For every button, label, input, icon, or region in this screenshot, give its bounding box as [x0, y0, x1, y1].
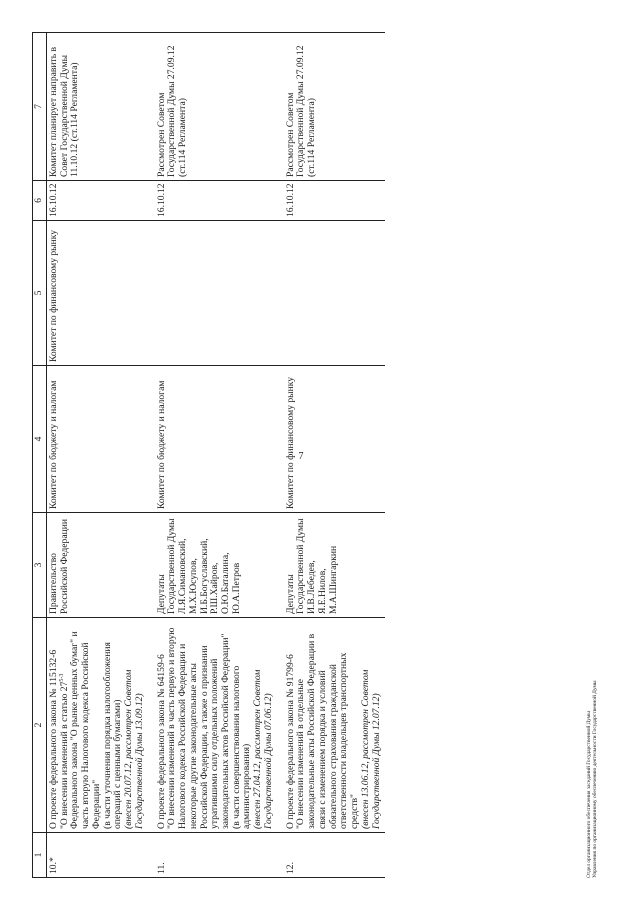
table-row [284, 33, 386, 878]
bill-title: О проекте федерального закона № 115132-6 [48, 649, 59, 829]
header-cell: 5 [33, 221, 47, 366]
bill-title: О проекте федерального закона № 64159-6 [155, 654, 167, 829]
date: 16.10.12 [284, 181, 386, 221]
row-number: 10.* [47, 833, 149, 878]
co-executor-committee: Комитет по финансовому рынку [47, 221, 149, 366]
bill-body: "О внесении изменений в отдельные законодательные акты Российской Федерации в связи с изменением порядка и условий обязательного страхования гражданской ответственности владельцев транспортных средств" [295, 633, 361, 829]
bill-description [47, 618, 149, 833]
document-footer [586, 558, 598, 878]
responsible-committee: Комитет по бюджету и налогам [155, 366, 278, 513]
header-cell: 6 [33, 181, 47, 221]
agenda-table [32, 32, 385, 878]
bill-body: "О внесении изменений в статью 27 [58, 681, 70, 829]
bill-description [284, 618, 386, 833]
bill-description [155, 618, 278, 833]
footer-line: Отдел организационного обеспечения заседаний Государственной Думы [586, 711, 592, 878]
table-row [155, 33, 278, 878]
row-number: 11. [155, 833, 278, 878]
date: 16.10.12 [47, 181, 149, 221]
co-executor-committee [155, 221, 278, 366]
header-cell: 4 [33, 366, 47, 513]
bill-submission-info: (внесен 13.06.12, рассмотрен Советом Государственной Думы 12.07.12) [359, 669, 382, 829]
responsible-committee: Комитет по бюджету и налогам [47, 366, 149, 513]
header-cell: 2 [33, 618, 47, 833]
header-cell: 1 [33, 833, 47, 878]
rotated-table-container [32, 33, 522, 878]
table-header-row [33, 33, 47, 878]
co-executor-committee [284, 221, 386, 366]
status: Рассмотрен Советом Государственной Думы 27.09.12 (ст.114 Регламента) [284, 33, 386, 181]
bill-body: "О внесении изменений в часть первую и вторую Налогового кодекса Российской Федерации и некоторые другие законодательные акты Российской Федерации, а также о признании утратившими силу отдельных положений законодательных актов Российской Федерации" [166, 627, 232, 829]
article-superscript: 5-3 [58, 673, 65, 682]
initiator: Правительство Российской Федерации [47, 513, 149, 618]
status: Комитет планирует направить в Совет Государственной Думы 11.10.12 (ст.114 Регламента) [47, 33, 149, 181]
initiator: Депутаты Государственной Думы Л.Я.Симановский, М.Х.Юсупов, И.Б.Богуславский, Р.Ш.Хайров, О.Ю.Баталина, Ю.А.Петров [155, 513, 278, 618]
page-number: 7 [298, 451, 304, 462]
row-number: 12. [284, 833, 386, 878]
table-row [47, 33, 149, 878]
header-cell: 3 [33, 513, 47, 618]
header-cell: 7 [33, 33, 47, 181]
bill-note: (в части совершенствования налогового администрирования) [230, 665, 253, 829]
initiator: Депутаты Государственной Думы И.В.Лебедев, Я.Е.Нилов, М.А.Шингаркин [284, 513, 386, 618]
bill-title: О проекте федерального закона № 91799-6 [284, 654, 296, 829]
bill-body-continued: Федерального закона "О рынке ценных бумаг" и часть вторую Налогового кодекса Российской Федерации" [69, 631, 102, 829]
responsible-committee: Комитет по финансовому рынку [284, 366, 386, 513]
footer-line: Управления по организационному обеспечению деятельности Государственной Думы [592, 680, 599, 878]
date: 16.10.12 [155, 181, 278, 221]
bill-submission-info: (внесен 20.07.12, рассмотрен Советом Государственной Думы 13.09.12) [123, 669, 145, 829]
bill-submission-info: (внесен 27.04.12, рассмотрен Советом Государственной Думы 07.06.12) [252, 669, 274, 829]
status: Рассмотрен Советом Государственной Думы 27.09.12 (ст.114 Регламента) [155, 33, 278, 181]
bill-note: (в части уточнения порядка налогообложения операций с ценными бумагами) [101, 642, 124, 829]
